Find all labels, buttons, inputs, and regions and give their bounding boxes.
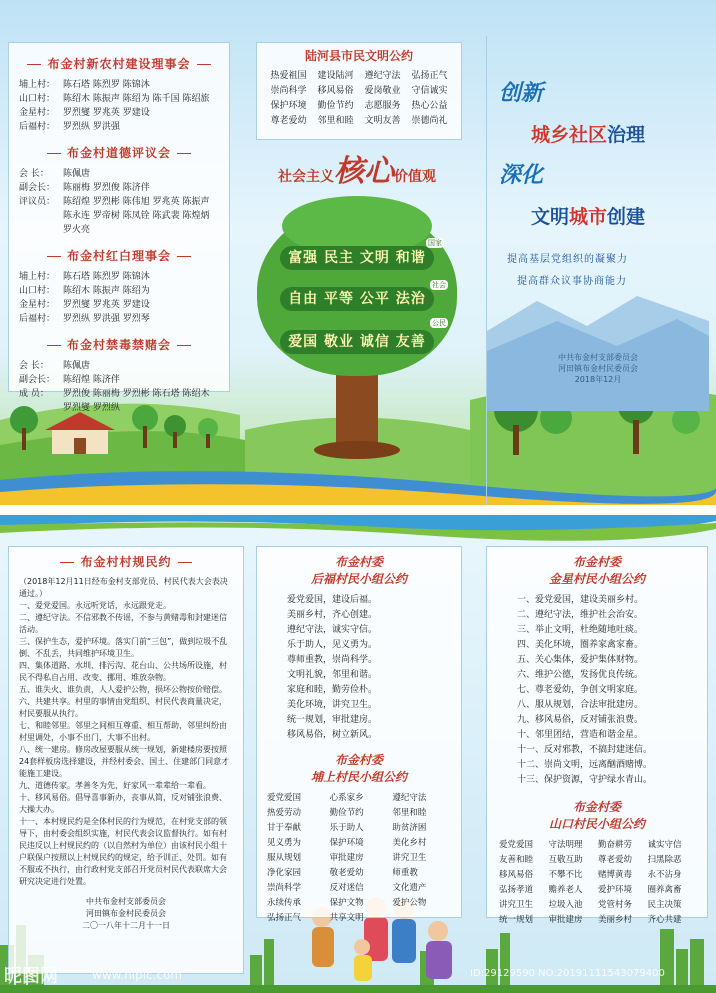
- shankou-item: 诚实守信: [647, 840, 682, 850]
- council-section-ceremony: [19, 247, 219, 326]
- council-section-ethics: [19, 144, 219, 237]
- shankou-item: 垃圾入池: [548, 900, 583, 910]
- civility-item: 移风易俗: [317, 86, 354, 96]
- page-gap: [0, 505, 716, 515]
- pushang-item: 服从规划: [267, 853, 302, 863]
- pushang-item: 净化家园: [267, 868, 302, 878]
- rules-paragraph: 一、爱党爱国。永远听党话，永远跟党走。: [19, 601, 171, 610]
- jinxing-item: 二、遵纪守法，维护社会治安。: [517, 610, 644, 620]
- houfu-item: 遵纪守法，诚实守信。: [287, 625, 378, 635]
- houfu-title: 后福村民小组公约: [310, 572, 407, 586]
- rules-paragraph: 八、统一建房。修房改屋要服从统一规划，新建楼房要按照24套样板房选择建设，并经村委会、国土、住建部门同意才能施工建设。: [19, 745, 230, 778]
- civility-item: 邻里和睦: [317, 116, 354, 126]
- council-row: 山口村： 陈绍木 陈振声 陈绍为 陈千国 陈绍旅: [19, 94, 210, 104]
- pushang-item: 师重教: [392, 868, 418, 878]
- rules-paragraph: 二、遵纪守法。不信邪教不传谣，不参与黄赌毒和封建迷信活动。: [19, 613, 227, 634]
- shankou-item: 赡养老人: [548, 885, 583, 895]
- pushang-item: 敬老爱幼: [329, 868, 364, 878]
- rules-paragraph: 五、谁失火、谁负责，人人爱护公物，损坏公物按价赔偿。: [19, 685, 227, 694]
- shankou-item: 互敬互助: [548, 855, 583, 865]
- civility-item: 保护环境: [270, 101, 307, 111]
- slogan-core: 核心: [334, 154, 394, 189]
- jinxing-item: 四、美化环境，圈养家禽家畜。: [517, 640, 644, 650]
- council-row: 成 员： 罗烈俊 陈丽梅 罗烈彬 陈石塔 陈绍木: [19, 389, 210, 399]
- houfu-item: 尊师重教，崇尚科学。: [287, 655, 378, 665]
- pushang-item: 助贫济困: [392, 823, 427, 833]
- green-wave-banner: [0, 515, 716, 545]
- houfu-item: 美丽乡村，齐心创建。: [287, 610, 378, 620]
- cover-script-innovate: 创新: [499, 80, 544, 106]
- houfu-item: 家庭和睦，勤劳俭朴。: [287, 685, 378, 695]
- pushang-item: 见义勇为: [267, 838, 302, 848]
- civility-item: 尊老爱幼: [270, 116, 307, 126]
- rules-org-2: 河田镇布金村民委员会: [86, 909, 166, 918]
- slogan-prefix: 社会主义: [278, 169, 334, 185]
- mountains-illustration: [487, 291, 709, 411]
- pushang-title: 埔上村民小组公约: [310, 770, 407, 784]
- civility-item: 建设陆河: [317, 71, 354, 81]
- pushang-item: 邻里和睦: [392, 808, 427, 818]
- cover-subtitle-2: 提高群众议事协商能力: [517, 276, 627, 287]
- pushang-item: 文化遗产: [392, 883, 427, 893]
- shankou-item: 爱护环境: [598, 885, 633, 895]
- shankou-item: 移风易俗: [499, 870, 534, 880]
- group-conventions-middle-panel: [256, 546, 462, 923]
- rules-paragraph: 十、移风易俗。倡导喜事新办，丧事从简，反对铺张浪费、大操大办。: [19, 793, 227, 814]
- council-title: 布金村新农村建设理事会: [19, 55, 219, 72]
- jinxing-item: 十一、反对邪教，不搞封建迷信。: [517, 745, 653, 755]
- rules-paragraph: 九、道德传家。孝善冬为先，好家风一辈辈给一辈看。: [19, 781, 211, 790]
- watermark-url: www.nipic.com: [92, 968, 183, 982]
- shankou-item: 守法明理: [548, 840, 583, 850]
- shankou-grid: [499, 838, 695, 928]
- council-row: 罗火亮: [63, 225, 91, 235]
- civility-convention-panel: [256, 42, 462, 140]
- cover-line-2: 文明城市创建: [531, 206, 646, 228]
- council-title: 布金村道德评议会: [19, 144, 219, 161]
- council-section-antidrug: [19, 336, 219, 415]
- houfu-item: 乐于助人，见义勇为。: [287, 640, 378, 650]
- cover-subtitle-1: 提高基层党组织的凝聚力: [507, 254, 628, 265]
- pushang-item: 美化乡村: [392, 838, 427, 848]
- rules-paragraph: （2018年12月11日经布金村支部党员、村民代表大会表决通过。）: [19, 577, 228, 598]
- shankou-item: 审批建房: [548, 915, 583, 925]
- shankou-item: 爱党爱国: [499, 840, 534, 850]
- civility-item: 热心公益: [411, 101, 448, 111]
- shankou-item: 民主决策: [647, 900, 682, 910]
- rules-paragraph: 三、保护生态，爱护环境。落实门前“三包”，做到垃圾不乱倒、不乱丢，共同维护环境卫生。: [19, 637, 228, 658]
- group-conventions-right-panel: [486, 546, 708, 925]
- councils-panel: [8, 42, 230, 413]
- shankou-item: 友善和睦: [499, 855, 534, 865]
- jinxing-item: 七、尊老爱幼，争创文明家庭。: [517, 685, 644, 695]
- cover-panel: [486, 36, 708, 505]
- shankou-item: 勤奋耕劳: [598, 840, 633, 850]
- tag-national: 国家: [428, 239, 442, 247]
- jinxing-header: 布金村委: [572, 555, 621, 569]
- village-rules-title: 布金村村规民约: [19, 553, 233, 570]
- tag-citizen: 公民: [432, 319, 446, 327]
- pushang-item: 反对迷信: [329, 883, 364, 893]
- houfu-item: 移风易俗，树立新风。: [287, 730, 378, 740]
- village-rules-panel: [8, 546, 244, 974]
- civility-item: 崇德尚礼: [411, 116, 448, 126]
- pushang-item: 讲究卫生: [392, 853, 427, 863]
- houfu-header: 布金村委: [334, 555, 383, 569]
- council-section-construction: [19, 55, 219, 134]
- shankou-title: 山口村民小组公约: [548, 817, 645, 831]
- shankou-item: 永不沾身: [647, 870, 682, 880]
- jinxing-item: 十二、崇尚文明，远离酗酒赌博。: [517, 760, 653, 770]
- rules-org-1: 中共布金村支部委员会: [86, 897, 166, 906]
- jinxing-item: 十、邻里团结，营造和谐金星。: [517, 730, 644, 740]
- council-row: 评议员： 陈绍煌 罗烈彬 陈伟旭 罗兆英 陈振声: [19, 197, 210, 207]
- houfu-item: 美化环境，讲究卫生。: [287, 700, 378, 710]
- pushang-header: 布金村委: [334, 753, 383, 767]
- values-citizen: 爱国 敬业 诚信 友善: [280, 330, 434, 354]
- council-row: 山口村： 陈绍木 陈振声 陈绍为: [19, 286, 150, 296]
- council-title: 布金村禁毒禁赌会: [19, 336, 219, 353]
- jinxing-item: 八、服从规划，合法审批建房。: [517, 700, 644, 710]
- shankou-item: 尊老爱幼: [598, 855, 633, 865]
- council-row: 陈永连 罗帝树 陈凤铨 陈武裴 陈煌炳: [63, 211, 210, 221]
- pushang-item: 甘于奉献: [267, 823, 302, 833]
- pushang-item: 爱护公物: [392, 898, 427, 908]
- rules-paragraph: 四、集体道路、水圳、排污沟、花台山、公共场所设施，村民不得私自占用、改变、挪用、堆放杂物。: [19, 661, 227, 682]
- shankou-item: 赌博黄毒: [598, 870, 633, 880]
- civility-item: 守信诚实: [411, 86, 448, 96]
- council-row: 埔上村： 陈石塔 陈烈罗 陈锦沐: [19, 272, 150, 282]
- pushang-item: 保护环境: [329, 838, 364, 848]
- tag-social: 社会: [432, 281, 446, 289]
- pushang-item: 爱党爱国: [267, 793, 302, 803]
- shankou-item: 统一规划: [499, 915, 534, 925]
- shankou-item: 圈养禽畜: [647, 885, 682, 895]
- pushang-item: 弘扬正气: [267, 913, 302, 923]
- pushang-item: 乐于助人: [329, 823, 364, 833]
- rules-paragraph: 十一、本村规民约是全体村民的行为规范，在村党支部的领导下，由村委会组织实施，村民代表会议监督执行。如有村民违反以上村规民约的（以自然村为单位）由该村民小组十户联保户按照以上村规民约的规定，给予训正、处罚。如有不服或不执行，由行政村党支部召开党员村民代表联席大会研究决定进行处置。: [19, 817, 227, 886]
- shankou-item: 齐心共建: [647, 915, 682, 925]
- pushang-item: 保护文物: [329, 898, 364, 908]
- core-values-slogan: [262, 146, 452, 190]
- watermark-id: ID:29129590 NO:20191111543079400: [470, 968, 665, 979]
- jinxing-item: 一、爱党爱国，建设美丽乡村。: [517, 595, 644, 605]
- pushang-item: 审批建房: [329, 853, 364, 863]
- council-row: 副会长： 陈丽梅 罗烈俊 陈济伴: [19, 183, 150, 193]
- civility-item: 弘扬正气: [411, 71, 448, 81]
- jinxing-item: 十三、保护资源，守护绿水青山。: [517, 775, 653, 785]
- values-national: 富强 民主 文明 和谐: [280, 246, 434, 270]
- civility-item: 遵纪守法: [364, 71, 401, 81]
- pushang-item: 遵纪守法: [392, 793, 427, 803]
- shankou-item: 讲究卫生: [499, 900, 534, 910]
- rules-date: 二〇一八年十二月十一日: [82, 921, 170, 930]
- slogan-suffix: 价值观: [394, 169, 436, 185]
- cover-date: 2018年12月: [574, 375, 622, 384]
- jinxing-item: 九、移风易俗，反对铺张浪费。: [517, 715, 644, 725]
- council-row: 后福村： 罗烈纵 罗洪强 罗烈琴: [19, 314, 150, 324]
- jinxing-item: 六、维护公德，发扬优良传统。: [517, 670, 644, 680]
- shankou-header: 布金村委: [572, 800, 621, 814]
- civility-item: 崇尚科学: [270, 86, 307, 96]
- pushang-item: 勤俭节约: [329, 808, 364, 818]
- pushang-item: 心系家乡: [329, 793, 364, 803]
- shankou-item: 弘扬孝道: [499, 885, 534, 895]
- council-row: 埔上村： 陈石塔 陈烈罗 陈锦沐: [19, 80, 150, 90]
- shankou-item: 不攀不比: [548, 870, 583, 880]
- council-row: 后福村： 罗烈纵 罗洪强: [19, 122, 120, 132]
- civility-title: 陆河县市民文明公约: [304, 49, 413, 63]
- council-row: 金星村： 罗烈燮 罗兆英 罗建设: [19, 108, 150, 118]
- jinxing-item: 五、关心集体，爱护集体财物。: [517, 655, 644, 665]
- houfu-list: [267, 593, 451, 743]
- civility-grid: [265, 70, 453, 128]
- houfu-item: 统一规划，审批建房。: [287, 715, 378, 725]
- council-row: 会 长： 陈佩唐: [19, 361, 91, 371]
- shankou-item: 党管村务: [598, 900, 633, 910]
- watermark-logo: 昵图网: [4, 966, 58, 987]
- pushang-item: 永续传承: [267, 898, 302, 908]
- houfu-item: 文明礼貌，邻里和谐。: [287, 670, 378, 680]
- pushang-item: 共享文明: [329, 913, 364, 923]
- pushang-item: 崇尚科学: [267, 883, 302, 893]
- tree-root: [314, 441, 400, 459]
- cover-org-1: 中共布金村支部委员会: [558, 353, 638, 362]
- jinxing-title: 金星村民小组公约: [548, 572, 645, 586]
- civility-item: 勤俭节约: [317, 101, 354, 111]
- shankou-item: 扫黑除恶: [647, 855, 682, 865]
- jinxing-list: [499, 593, 695, 788]
- civility-item: 爱岗敬业: [364, 86, 401, 96]
- council-row: 罗烈燮 罗烈纵: [63, 403, 120, 413]
- civility-item: 志愿服务: [364, 101, 401, 111]
- jinxing-item: 三、举止文明，杜绝随地吐痰。: [517, 625, 644, 635]
- cover-line-1: 城乡社区治理: [531, 124, 646, 146]
- values-social: 自由 平等 公平 法治: [280, 287, 434, 311]
- civility-item: 热爱祖国: [270, 71, 307, 81]
- shankou-item: 美丽乡村: [598, 915, 633, 925]
- cover-script-deepen: 深化: [499, 162, 544, 188]
- cover-org-2: 河田镇布金村民委员会: [558, 364, 638, 373]
- council-row: 金星村： 罗烈燮 罗兆英 罗建设: [19, 300, 150, 310]
- pushang-grid: [267, 791, 451, 926]
- core-values-tree: [252, 196, 462, 466]
- houfu-item: 爱党爱国，建设后福。: [287, 595, 378, 605]
- rules-paragraph: 六、共建共享。村里的事情由党组织、村民代表商量决定，村民要服从执行。: [19, 697, 227, 718]
- pushang-item: 热爱劳动: [267, 808, 302, 818]
- council-title: 布金村红白理事会: [19, 247, 219, 264]
- council-row: 会 长： 陈佩唐: [19, 169, 91, 179]
- rules-paragraph: 七、和睦邻里。邻里之间相互尊重、相互帮助，邻里纠纷由村里调处，小事不出门，大事不出村。: [19, 721, 227, 742]
- civility-item: 文明友善: [364, 116, 401, 126]
- rules-signature: [19, 896, 233, 932]
- council-row: 副会长： 陈绍煌 陈济伴: [19, 375, 120, 385]
